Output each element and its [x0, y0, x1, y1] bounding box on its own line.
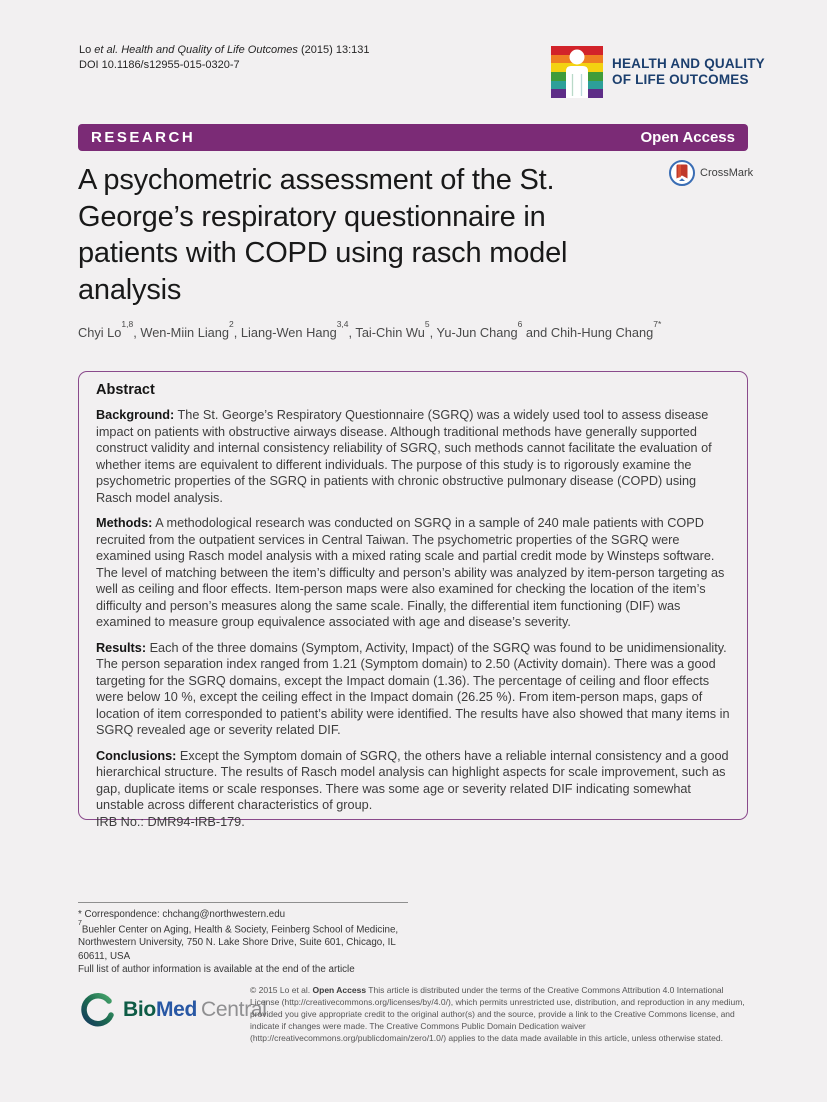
citation-line	[79, 43, 369, 58]
biomed-med: Med	[155, 998, 198, 1021]
author: Yu-Jun Chang$^6$ and	[436, 319, 551, 341]
open-access-bold: Open Access	[312, 985, 367, 995]
biomed-central-logo	[80, 992, 267, 1028]
title-line-1: A psychometric assessment of the St.	[78, 164, 555, 196]
author-list	[78, 319, 738, 341]
abstract-results: Results: Each of the three domains (Symptom, Activity, Impact) of the SGRQ was found to be unidimensionality. The person separation index ranged from 1.21 (Symptom domain) to 2.50 (Activity domain). There was a good targeting for the SGRQ domains, except the Impact domain (1.36). The percentage of ceiling and floor effects were below 10 %, except the ceiling effect in the Impact domain (26.25 %). From item-person maps, gaps of location of item corresponded to patient’s ability were identified. The results have also showed that many items in SGRQ revealed age or severity related DIF.	[96, 640, 730, 737]
citation-etal: et al.	[94, 44, 122, 56]
footnote-block	[78, 902, 412, 977]
correspondence-email-link[interactable]: chchang@northwestern.edu	[162, 909, 286, 920]
journal-name-line1: HEALTH AND QUALITY	[612, 56, 765, 72]
conclusions-label: Conclusions:	[96, 748, 177, 763]
abstract-conclusions: Conclusions: Except the Symptom domain of SGRQ, the others have a reliable internal consistency and a good hierarchical structure. The results of Rasch model analysis can highlight aspects for scale improvement, such as gap, duplicate items or scale responses. There was some age or severity related DIF indicating somewhat unstable across different characteristics of group.	[96, 748, 729, 812]
correspondence-line: * Correspondence: chchang@northwestern.edu	[78, 909, 286, 920]
abstract-heading: Abstract	[96, 382, 155, 398]
article-type-label: RESEARCH	[91, 129, 196, 146]
article-type-banner	[78, 124, 748, 151]
citation-issue: (2015) 13:131	[297, 44, 370, 56]
abstract-background: Background: The St. George’s Respiratory Questionnaire (SGRQ) was a widely used tool to assess disease impact on patients with obstructive airways disease. Although traditional methods have generally supported construct validity and internal consistency reliability of SGRQ, such methods cannot facilitate the evaluation of whether items are equivalent to different individuals. The purpose of this study is to rigorously examine the psychometric properties of the SGRQ in patients with chronic obstructive pulmonary disease (COPD) using Rasch model analysis.	[96, 408, 712, 505]
methods-label: Methods:	[96, 516, 153, 530]
license-text: © 2015 Lo et al. Open Access This article is distributed under the terms of the Creative Commons Attribution 4.0 International License (http://creativecommons.org/licenses/by/4.0/), which permits unrestricted use, distribution, and reproduction in any medium, provided you give appropriate credit to the original author(s) and the source, provide a link to the Creative Commons license, and indicate if changes were made. The Creative Commons Public Domain Dedication waiver (http://creativecommons.org/publicdomain/zero/1.0/) applies to the data made available in this article, unless otherwise stated.	[250, 985, 745, 1043]
crossmark-label: CrossMark	[700, 167, 754, 179]
title-line-2: George’s respiratory questionnaire in	[78, 200, 546, 233]
crossmark-badge[interactable]	[669, 160, 753, 186]
open-access-label: Open Access	[640, 129, 735, 146]
full-list-note: Full list of author information is available at the end of the article	[78, 964, 355, 976]
irb-note: IRB No.: DMR94-IRB-179.	[96, 814, 245, 829]
journal-name	[612, 56, 765, 88]
journal-logo	[551, 46, 765, 98]
title-line-3: patients with COPD using rasch model	[78, 237, 568, 270]
biomed-wordmark	[123, 998, 267, 1022]
citation-block	[79, 43, 369, 74]
abstract-methods: Methods: A methodological research was conducted on SGRQ in a sample of 240 male patients with COPD recruited from the outpatient services in Central Taiwan. The psychometric properties of the SGRQ were examined using Rasch model analysis with a mixed rating scale and partial credit mode by Winsteps software. The level of matching between the item’s difficulty and person’s ability was analyzed by item-person targeting as well as ceiling and floor effects. Item-person maps were also examined for checking the location of the item’s difficulty and person’s measures along the same scale. Finally, the differential item functioning (DIF) was examined to measure group equivalence associated with age and disease’s severity.	[96, 516, 725, 629]
citation-journal-name: Health and Quality of Life Outcomes	[121, 44, 298, 56]
author: Chyi Lo$^{1,8}$,	[78, 319, 141, 341]
author: Tai-Chin Wu$^5$,	[355, 319, 437, 341]
biomed-ring-icon	[80, 992, 116, 1028]
citation-author: Lo	[79, 44, 95, 56]
title-line-4: analysis	[78, 273, 182, 306]
biomed-central: Central	[201, 998, 267, 1021]
journal-logo-icon	[551, 46, 603, 98]
person-icon	[551, 46, 603, 98]
footnote-divider	[78, 902, 408, 903]
doi-line: DOI 10.1186/s12955-015-0320-7	[79, 59, 240, 72]
biomed-bio: Bio	[123, 998, 156, 1021]
article-title	[78, 162, 678, 308]
author: Liang-Wen Hang$^{3,4}$,	[240, 319, 356, 341]
journal-name-line2: OF LIFE OUTCOMES	[612, 72, 749, 87]
author: Wen-Miin Liang$^2$,	[140, 319, 241, 341]
results-label: Results:	[96, 640, 147, 655]
abstract-box	[78, 371, 748, 829]
background-label: Background:	[96, 408, 175, 422]
author: Chih-Hung Chang$^{7*}$	[550, 319, 662, 341]
affiliation-line: $^7$Buehler Center on Aging, Health & Society, Feinberg School of Medicine, Northwestern University, 750 N. Lake Shore Drive, Suite 601, Chicago, IL 60611, USA	[78, 919, 399, 962]
